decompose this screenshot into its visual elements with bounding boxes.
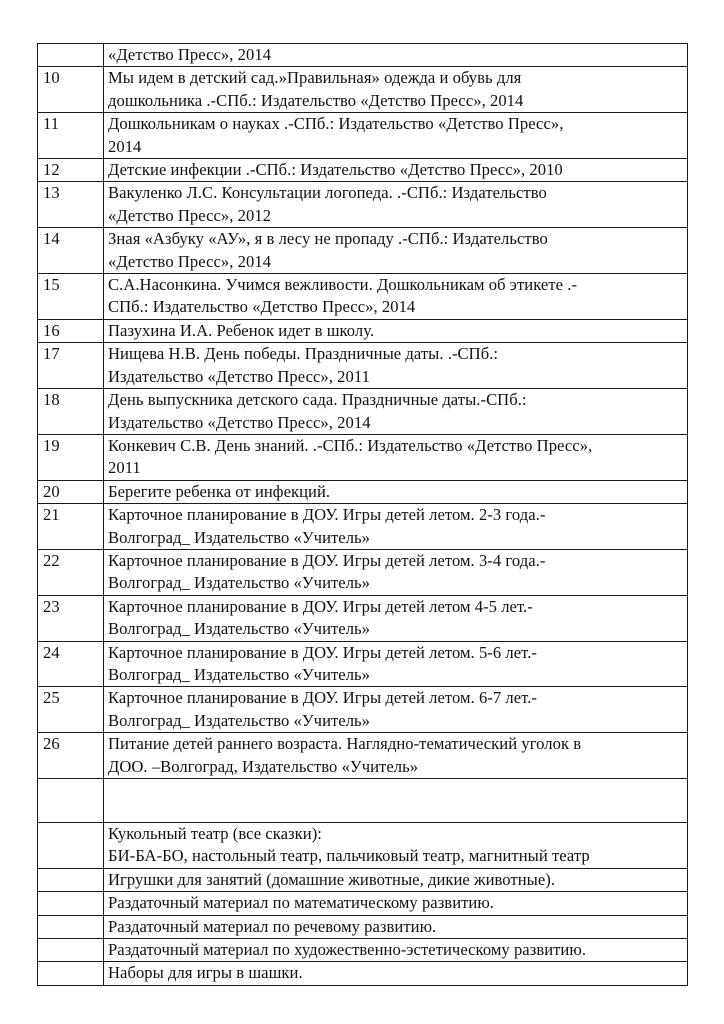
text-line: Питание детей раннего возраста. Наглядно-тематический уголок в bbox=[108, 734, 582, 754]
text-line: Берегите ребенка от инфекций. bbox=[108, 481, 331, 501]
text-line: «Детство Пресс», 2012 bbox=[108, 205, 272, 225]
text-line: Пазухина И.А. Ребенок идет в школу. bbox=[108, 320, 375, 340]
table-row bbox=[38, 733, 688, 779]
row-text-cell bbox=[104, 733, 688, 779]
text-line: Волгоград_ Издательство «Учитель» bbox=[108, 710, 371, 730]
row-number-cell bbox=[38, 823, 104, 869]
table-row bbox=[38, 892, 688, 915]
row-number-cell: 10 bbox=[38, 67, 104, 113]
text-line: СПб.: Издательство «Детство Пресс», 2014 bbox=[108, 297, 416, 317]
text-line: Дошкольникам о науках .-СПб.: Издательство «Детство Пресс», bbox=[108, 114, 564, 134]
row-text-cell bbox=[104, 641, 688, 687]
row-text-cell bbox=[104, 504, 688, 550]
text-line: Игрушки для занятий (домашние животные, дикие животные). bbox=[108, 869, 556, 889]
table-row bbox=[38, 915, 688, 938]
table-row bbox=[38, 113, 688, 159]
row-text-cell bbox=[104, 480, 688, 503]
text-line: Кукольный театр (все сказки): bbox=[108, 824, 322, 843]
row-text-cell bbox=[104, 228, 688, 274]
text-line: С.А.Насонкина. Учимся вежливости. Дошкольникам об этикете .- bbox=[108, 275, 578, 295]
table-row bbox=[38, 434, 688, 480]
table-row bbox=[38, 504, 688, 550]
table-row bbox=[38, 274, 688, 320]
text-line: Раздаточный материал по художественно-эстетическому развитию. bbox=[108, 940, 587, 960]
table-row bbox=[38, 44, 688, 67]
table-row bbox=[38, 641, 688, 687]
row-number-cell: 21 bbox=[38, 504, 104, 550]
table-row bbox=[38, 67, 688, 113]
row-text-cell bbox=[104, 159, 688, 182]
text-line: дошкольника .-СПб.: Издательство «Детство Пресс», 2014 bbox=[108, 90, 524, 110]
row-text-cell bbox=[104, 595, 688, 641]
table-row bbox=[38, 939, 688, 962]
row-number-cell bbox=[38, 939, 104, 962]
text-line: Карточное планирование в ДОУ. Игры детей летом. 6-7 лет.- bbox=[108, 688, 537, 708]
row-number-cell: 15 bbox=[38, 274, 104, 320]
row-number-cell: 12 bbox=[38, 159, 104, 182]
text-line: Волгоград_ Издательство «Учитель» bbox=[108, 573, 371, 593]
row-text-cell bbox=[104, 962, 688, 985]
text-line: Карточное планирование в ДОУ. Игры детей летом. 2-3 года.- bbox=[108, 505, 546, 525]
row-number-cell bbox=[38, 962, 104, 985]
row-text-cell bbox=[104, 343, 688, 389]
row-number-cell: 22 bbox=[38, 549, 104, 595]
text-line: Конкевич С.В. День знаний. .-СПб.: Издательство «Детство Пресс», bbox=[108, 435, 593, 455]
text-line: Нищева Н.В. День победы. Праздничные даты. .-СПб.: bbox=[108, 344, 499, 364]
row-text-cell bbox=[104, 823, 688, 869]
row-number-cell bbox=[38, 915, 104, 938]
row-number-cell: 26 bbox=[38, 733, 104, 779]
table-row bbox=[38, 687, 688, 733]
text-line: Детские инфекции .-СПб.: Издательство «Детство Пресс», 2010 bbox=[108, 160, 563, 180]
text-line: Зная «Азбуку «АУ», я в лесу не пропаду .-СПб.: Издательство bbox=[108, 229, 548, 249]
table-row bbox=[38, 319, 688, 342]
row-text-cell bbox=[104, 892, 688, 915]
row-number-cell: 20 bbox=[38, 480, 104, 503]
text-line: «Детство Пресс», 2014 bbox=[108, 45, 272, 64]
document-page bbox=[37, 43, 687, 986]
text-line: Наборы для игры в шашки. bbox=[108, 963, 303, 983]
row-number-cell: 23 bbox=[38, 595, 104, 641]
row-number-cell: 14 bbox=[38, 228, 104, 274]
row-text-cell bbox=[104, 389, 688, 435]
table-row bbox=[38, 823, 688, 869]
text-line: 2014 bbox=[108, 136, 142, 156]
row-number-cell: 16 bbox=[38, 319, 104, 342]
text-line: Карточное планирование в ДОУ. Игры детей летом. 5-6 лет.- bbox=[108, 642, 537, 662]
table-row bbox=[38, 343, 688, 389]
row-number-cell: 18 bbox=[38, 389, 104, 435]
table-row bbox=[38, 480, 688, 503]
text-line: 2011 bbox=[108, 458, 141, 478]
text-line: Волгоград_ Издательство «Учитель» bbox=[108, 527, 371, 547]
row-text-cell bbox=[104, 915, 688, 938]
text-line: Волгоград_ Издательство «Учитель» bbox=[108, 664, 371, 684]
row-number-cell: 24 bbox=[38, 641, 104, 687]
row-number-cell bbox=[38, 44, 104, 67]
row-text-cell bbox=[104, 939, 688, 962]
text-line: Волгоград_ Издательство «Учитель» bbox=[108, 619, 371, 639]
text-line: Раздаточный материал по математическому развитию. bbox=[108, 893, 495, 913]
row-number-cell: 19 bbox=[38, 434, 104, 480]
row-text-cell bbox=[104, 67, 688, 113]
text-line: Карточное планирование в ДОУ. Игры детей летом 4-5 лет.- bbox=[108, 596, 533, 616]
row-text-cell bbox=[104, 274, 688, 320]
table-row bbox=[38, 549, 688, 595]
row-text-cell bbox=[104, 44, 688, 67]
table-row bbox=[38, 595, 688, 641]
text-line: БИ-БА-БО, настольный театр, пальчиковый театр, магнитный театр bbox=[108, 846, 590, 866]
table-row bbox=[38, 389, 688, 435]
table-row bbox=[38, 182, 688, 228]
text-line: День выпускника детского сада. Праздничные даты.-СПб.: bbox=[108, 390, 527, 410]
row-text-cell bbox=[104, 549, 688, 595]
text-line: «Детство Пресс», 2014 bbox=[108, 251, 272, 271]
text-line: Издательство «Детство Пресс», 2011 bbox=[108, 366, 370, 386]
row-text-cell bbox=[104, 434, 688, 480]
row-number-cell bbox=[38, 892, 104, 915]
table-row bbox=[38, 228, 688, 274]
row-text-cell bbox=[104, 779, 688, 823]
text-line: ДОО. –Волгоград, Издательство «Учитель» bbox=[108, 756, 419, 776]
row-number-cell: 17 bbox=[38, 343, 104, 389]
text-line: Мы идем в детский сад.»Правильная» одежда и обувь для bbox=[108, 68, 522, 88]
row-number-cell bbox=[38, 868, 104, 891]
bibliography-table-body bbox=[38, 44, 688, 986]
bibliography-table bbox=[37, 43, 688, 986]
row-text-cell bbox=[104, 113, 688, 159]
text-line: Издательство «Детство Пресс», 2014 bbox=[108, 412, 371, 432]
table-row bbox=[38, 868, 688, 891]
text-line: Карточное планирование в ДОУ. Игры детей летом. 3-4 года.- bbox=[108, 550, 546, 570]
table-row bbox=[38, 159, 688, 182]
row-text-cell bbox=[104, 182, 688, 228]
row-text-cell bbox=[104, 319, 688, 342]
table-row bbox=[38, 962, 688, 985]
row-number-cell: 11 bbox=[38, 113, 104, 159]
text-line: Вакуленко Л.С. Консультации логопеда. .-СПб.: Издательство bbox=[108, 183, 547, 203]
table-row bbox=[38, 779, 688, 823]
row-text-cell bbox=[104, 687, 688, 733]
row-text-cell bbox=[104, 868, 688, 891]
row-number-cell: 25 bbox=[38, 687, 104, 733]
row-number-cell bbox=[38, 779, 104, 823]
text-line: Раздаточный материал по речевому развитию. bbox=[108, 916, 437, 936]
row-number-cell: 13 bbox=[38, 182, 104, 228]
